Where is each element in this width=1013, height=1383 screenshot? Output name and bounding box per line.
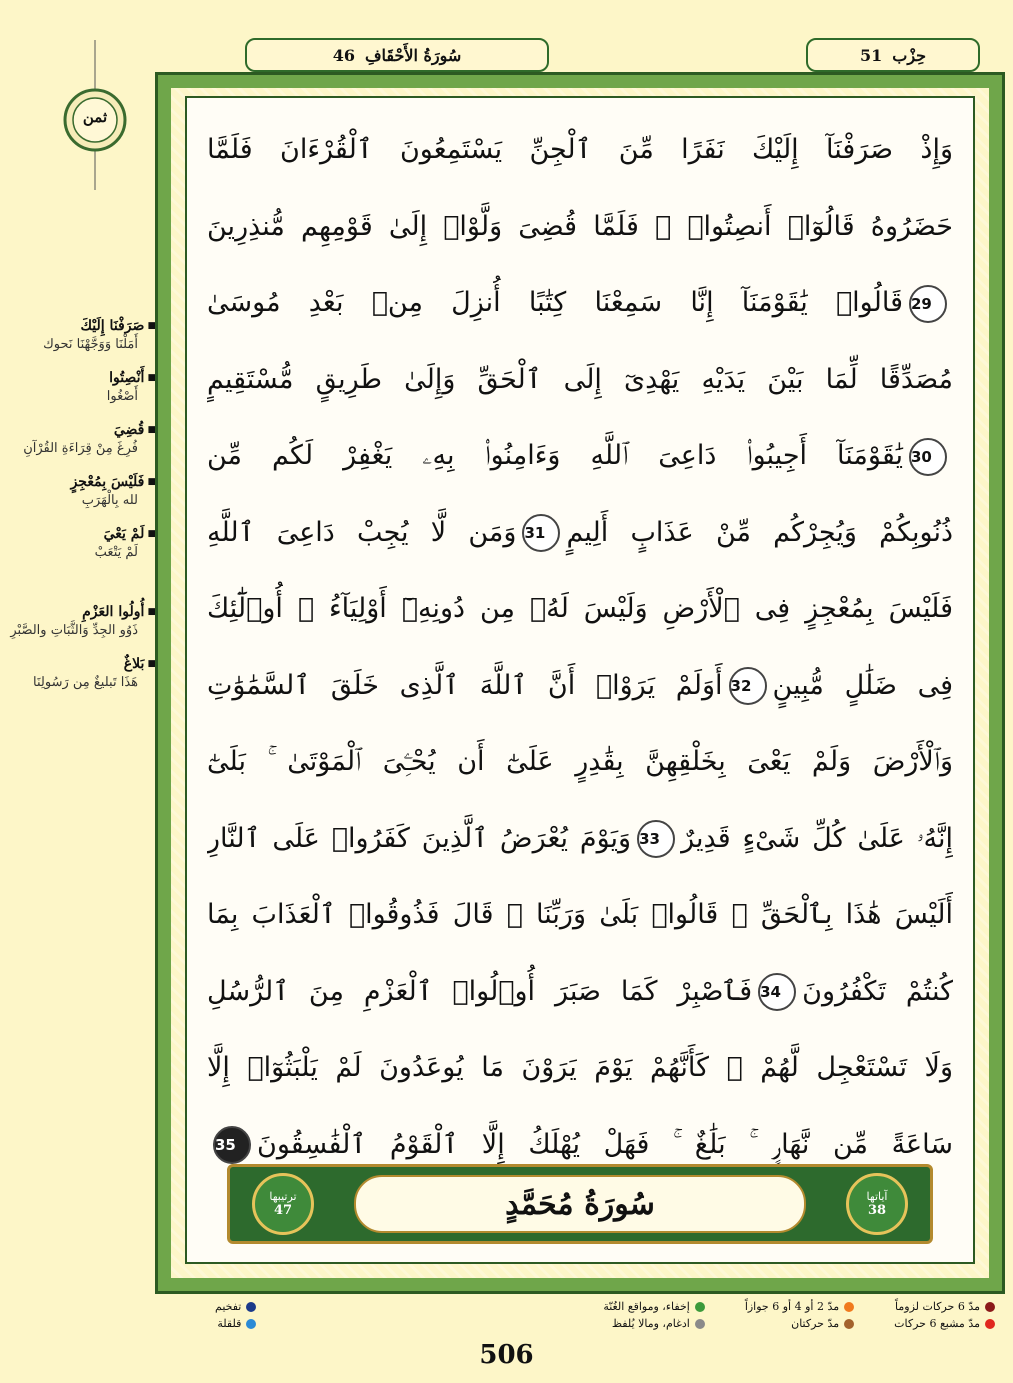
verse-line xyxy=(207,189,953,266)
color-dot-icon xyxy=(985,1302,995,1312)
glossary-definition: ذَوُو الجِدِّ وَالثَّبَاتِ والصَّبْرِ xyxy=(10,623,138,638)
tajweed-legend xyxy=(215,1300,995,1340)
glossary-word: ■ أُولُوا العَزْمِ xyxy=(6,604,156,620)
legend-column xyxy=(215,1300,256,1340)
verse-line xyxy=(207,648,953,725)
legend-label: إخفاء، ومواقع الغُنّة xyxy=(603,1300,690,1313)
surah-order-medallion xyxy=(252,1173,314,1235)
verse-line xyxy=(207,495,953,572)
verse-text: يَٰقَوْمَنَآ أَجِيبُوا۟ دَاعِىَ ٱللَّهِ وَءَامِنُوا۟ بِهِۦ يَغْفِرْ لَكُم مِّن xyxy=(207,440,903,471)
verse-text: أَلَيْسَ هَٰذَا بِٱلْحَقِّ ۖ قَالُوا۟ بَلَىٰ وَرَبِّنَا ۚ قَالَ فَذُوقُوا۟ ٱلْعَذَابَ بِمَا xyxy=(207,899,953,930)
glossary-word: ■ فَلَيْسَ بِمُعْجِزٍ xyxy=(6,474,156,490)
verse-line xyxy=(207,954,953,1031)
glossary-definition: لَمْ يَتْعَبْ xyxy=(94,545,138,560)
ayah-number-marker: 34 xyxy=(758,973,796,1011)
verse-line xyxy=(207,877,953,954)
glossary xyxy=(6,318,156,708)
color-dot-icon xyxy=(844,1319,854,1329)
emblem-text: ثمن xyxy=(82,108,108,126)
verse-line xyxy=(207,1030,953,1107)
glossary-entry xyxy=(6,526,156,564)
verse-text: ذُنُوبِكُمْ وَيُجِرْكُم مِّنْ عَذَابٍ أَلِيمٍ xyxy=(566,516,953,548)
verse-line xyxy=(207,112,953,189)
surah-header xyxy=(245,38,549,72)
ayah-count-medallion xyxy=(846,1173,908,1235)
surah-order-label: ترتيبها xyxy=(269,1190,297,1203)
glossary-word: ■ أَنْصِتُوا xyxy=(6,370,156,386)
verse-text: قَالُوا۟ يَٰقَوْمَنَآ إِنَّا سَمِعْنَا كِتَٰبًا أُنزِلَ مِنۢ بَعْدِ مُوسَىٰ xyxy=(207,287,903,318)
color-dot-icon xyxy=(844,1302,854,1312)
ayah-count-number: 38 xyxy=(867,1203,887,1218)
ayah-number-marker: 33 xyxy=(637,820,675,858)
ayah-number-marker: 31 xyxy=(522,514,560,552)
surah-title-banner xyxy=(227,1164,933,1244)
text-area xyxy=(185,96,975,1264)
glossary-definition: لله بِالْهَرَبِ xyxy=(81,493,138,508)
ayah-number-marker: 30 xyxy=(909,438,947,476)
juz-number: 46 xyxy=(332,45,355,65)
verse-text: فَلَيْسَ بِمُعْجِزٍ فِى ٱلْأَرْضِ وَلَيْسَ لَهُۥ مِن دُونِهِۦٓ أَوْلِيَآءُ ۚ أُو۟لَٰٓئِكَ xyxy=(207,593,953,624)
verse-text: وَإِذْ صَرَفْنَآ إِلَيْكَ نَفَرًا مِّنَ ٱلْجِنِّ يَسْتَمِعُونَ ٱلْقُرْءَانَ فَلَمَّا xyxy=(207,134,953,165)
glossary-entry xyxy=(6,604,156,642)
ayah-number-marker: 35 xyxy=(213,1126,251,1164)
verse-line xyxy=(207,571,953,648)
verse-text: فَٱصْبِرْ كَمَا صَبَرَ أُو۟لُوا۟ ٱلْعَزْمِ مِنَ ٱلرُّسُلِ xyxy=(207,975,753,1007)
legend-label: مدّ حركتان xyxy=(791,1317,840,1330)
legend-label: مدّ 2 أو 4 أو 6 جوازاً xyxy=(744,1300,840,1313)
glossary-entry xyxy=(6,318,156,356)
legend-label: تفخيم xyxy=(215,1300,242,1313)
color-dot-icon xyxy=(985,1319,995,1329)
ayah-number-marker: 32 xyxy=(729,667,767,705)
glossary-word: ■ قُضِيَ xyxy=(6,422,156,438)
color-dot-icon xyxy=(246,1302,256,1312)
verse-text: كُنتُمْ تَكْفُرُونَ xyxy=(802,975,953,1007)
verse-line xyxy=(207,801,953,878)
legend-label: مدّ 6 حركات لزوماً xyxy=(895,1300,980,1313)
verse-line xyxy=(207,265,953,342)
verse-text: مُصَدِّقًا لِّمَا بَيْنَ يَدَيْهِ يَهْدِىٓ إِلَى ٱلْحَقِّ وَإِلَىٰ طَرِيقٍ مُّسْتَقِيمٍ xyxy=(207,363,953,395)
glossary-entry xyxy=(6,474,156,512)
verse-text: وَيَوْمَ يُعْرَضُ ٱلَّذِينَ كَفَرُوا۟ عَلَى ٱلنَّارِ xyxy=(207,822,632,854)
color-dot-icon xyxy=(695,1302,705,1312)
legend-item xyxy=(603,1317,704,1330)
rub-el-hizb-emblem xyxy=(50,40,140,190)
verse-text: سَاعَةً مِّن نَّهَارٍۭ ۚ بَلَٰغٌ ۚ فَهَلْ يُهْلَكُ إِلَّا ٱلْقَوْمُ ٱلْفَٰسِقُونَ xyxy=(257,1128,953,1160)
legend-column xyxy=(745,1300,854,1340)
surah-name: سُورَةُ الأَحْقَافِ xyxy=(364,45,462,65)
color-dot-icon xyxy=(695,1319,705,1329)
glossary-definition: هَذَا تَبليغٌ مِن رَسُولِنَا xyxy=(33,675,138,690)
ayah-count-label: آياتها xyxy=(866,1190,888,1203)
legend-item xyxy=(745,1317,854,1330)
legend-label: مدّ مشبع 6 حركات xyxy=(894,1317,980,1330)
legend-item xyxy=(215,1317,256,1330)
glossary-word: ■ صَرَفْنَا إِلَيْكَ xyxy=(6,318,156,334)
legend-label: قلقلة xyxy=(217,1317,242,1330)
legend-column xyxy=(603,1300,704,1340)
surah-order-number: 47 xyxy=(273,1203,293,1218)
verse-line xyxy=(207,724,953,801)
color-dot-icon xyxy=(246,1319,256,1329)
verse-line xyxy=(207,418,953,495)
verses xyxy=(207,112,953,1183)
verse-text: فِى ضَلَٰلٍ مُّبِينٍ xyxy=(772,669,953,701)
page-header xyxy=(155,38,1005,70)
ayah-number-marker: 29 xyxy=(909,285,947,323)
verse-text: وَٱلْأَرْضَ وَلَمْ يَعْىَ بِخَلْقِهِنَّ بِقَٰدِرٍ عَلَىٰٓ أَن يُحْـِۧىَ ٱلْمَوْتَىٰ ۚ بَلَىٰٓ xyxy=(207,746,953,777)
glossary-entry xyxy=(6,656,156,694)
page-number: 506 xyxy=(479,1340,534,1370)
verse-text: وَمَن لَّا يُجِبْ دَاعِىَ ٱللَّهِ xyxy=(207,516,517,548)
page-frame xyxy=(155,72,1005,1294)
hizb-label: حِزْب xyxy=(892,45,927,65)
verse-text: حَضَرُوهُ قَالُوٓا۟ أَنصِتُوا۟ ۖ فَلَمَّا قُضِىَ وَلَّوْا۟ إِلَىٰ قَوْمِهِم مُّنذِرِينَ xyxy=(207,210,953,242)
legend-label: ادغام، ومالا يُلفظ xyxy=(611,1317,690,1330)
verse-text: إِنَّهُۥ عَلَىٰ كُلِّ شَىْءٍ قَدِيرٌ xyxy=(681,822,953,854)
glossary-entry xyxy=(6,370,156,408)
glossary-word: ■ بَلاغٌ xyxy=(6,656,156,672)
verse-text: وَلَا تَسْتَعْجِل لَّهُمْ ۚ كَأَنَّهُمْ يَوْمَ يَرَوْنَ مَا يُوعَدُونَ لَمْ يَلْبَثُوٓا۟ إِلَّا xyxy=(207,1052,953,1083)
glossary-entry xyxy=(6,422,156,460)
hizb-number: 51 xyxy=(859,45,883,65)
glossary-definition: أَمَلْنَا وَوَجَّهْنَا نَحوك xyxy=(43,337,138,352)
legend-item xyxy=(215,1300,256,1313)
legend-item xyxy=(603,1300,704,1313)
legend-item xyxy=(894,1317,995,1330)
glossary-definition: فُرِغَ مِنْ قِرَاءَةِ القُرْآنِ xyxy=(23,441,138,456)
surah-title: سُورَةُ مُحَمَّدٍ xyxy=(354,1175,806,1233)
hizb-header xyxy=(806,38,980,72)
glossary-word: ■ لَمْ يَعْيَ xyxy=(6,526,156,542)
verse-text: أَوَلَمْ يَرَوْا۟ أَنَّ ٱللَّهَ ٱلَّذِى خَلَقَ ٱلسَّمَٰوَٰتِ xyxy=(207,669,723,701)
legend-item xyxy=(745,1300,854,1313)
legend-item xyxy=(894,1300,995,1313)
glossary-definition: أَصْغُوا xyxy=(106,389,138,404)
verse-line xyxy=(207,342,953,419)
legend-column xyxy=(894,1300,995,1340)
